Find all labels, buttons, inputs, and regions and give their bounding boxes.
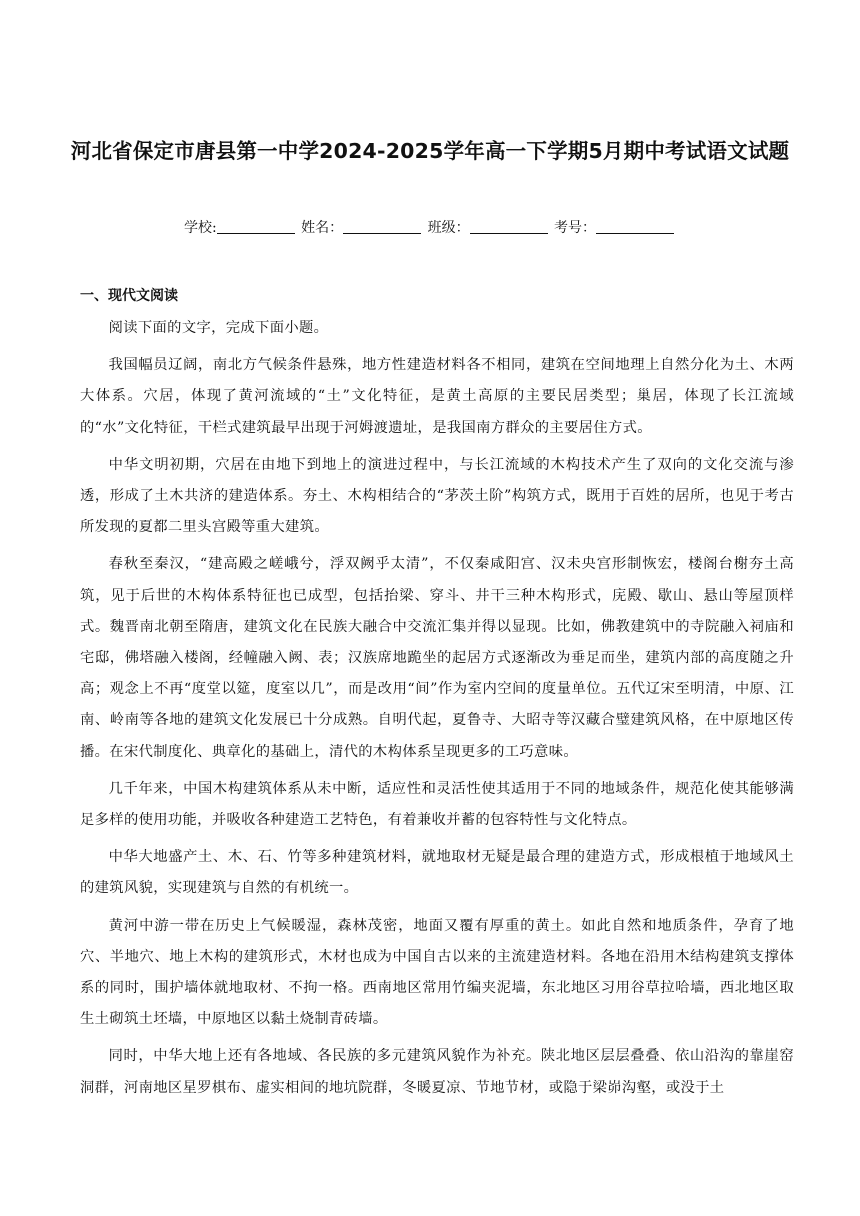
- instruction-paragraph: 阅读下面的文字，完成下面小题。: [108, 320, 329, 336]
- passage-paragraph: 中华文明初期，穴居在由地下到地上的演进过程中，与长江流域的木构技术产生了双向的文化交流与渗透，形成了土木共济的建造体系。夯土、木构相结合的“茅茨土阶”构筑方式，既用于百姓的居所，也见于考古所发现的夏都二里头宫殿等重大建筑。: [80, 456, 794, 536]
- school-label: 学校:: [183, 220, 217, 236]
- class-blank[interactable]: [470, 219, 548, 234]
- passage-paragraph: 春秋至秦汉，“建高殿之嵯峨兮，浮双阙乎太清”，不仅秦咸阳宫、汉未央宫形制恢宏，楼阁台榭夯土高筑，见于后世的木构体系特征也已成型，包括抬梁、穿斗、井干三种木构形式，庑殿、歇山、悬山等屋顶样式。魏晋南北朝至隋唐，建筑文化在民族大融合中交流汇集并得以显现。比如，佛教建筑中的寺院融入祠庙和宅邸，佛塔融入楼阁，经幢融入阙、表；汉族席地跪坐的起居方式逐渐改为垂足而坐，建筑内部的高度随之升高；观念上不再“度堂以筵，度室以几”，而是改用“间”作为室内空间的度量单位。五代辽宋至明清，中原、江南、岭南等各地的建筑文化发展已十分成熟。自明代起，夏鲁寺、大昭寺等汉藏合璧建筑风格，在中原地区传播。在宋代制度化、典章化的基础上，清代的木构体系呈现更多的工巧意味。: [80, 556, 794, 760]
- document-title: 河北省保定市唐县第一中学2024-2025学年高一下学期5月期中考试语文试题: [70, 139, 790, 163]
- exam-number-label: 考号：: [554, 220, 597, 236]
- class-label: 班级：: [427, 220, 470, 236]
- passage-paragraph: 黄河中游一带在历史上气候暖湿，森林茂密，地面又覆有厚重的黄土。如此自然和地质条件，孕育了地穴、半地穴、地上木构的建筑形式，木材也成为中国自古以来的主流建造材料。各地在沿用木结构建筑支撑体系的同时，围护墙体就地取材、不拘一格。西南地区常用竹编夹泥墙，东北地区习用谷草拉哈墙，西北地区取生土砌筑土坯墙，中原地区以黏土烧制青砖墙。: [80, 917, 794, 1028]
- passage-paragraph: 同时，中华大地上还有各地域、各民族的多元建筑风貌作为补充。陕北地区层层叠叠、依山沿沟的靠崖窑洞群，河南地区星罗棋布、虚实相间的地坑院群，冬暖夏凉、节地节材，或隐于梁峁沟壑，或没于土: [80, 1048, 794, 1096]
- school-blank[interactable]: [217, 219, 295, 234]
- passage-paragraph: 几千年来，中国木构建筑体系从未中断，适应性和灵活性使其适用于不同的地域条件，规范化使其能够满足多样的使用功能，并吸收各种建造工艺特色，有着兼收并蓄的包容特性与文化特点。: [80, 780, 794, 829]
- reading-passage: [80, 313, 794, 1110]
- name-blank[interactable]: [343, 219, 421, 234]
- passage-paragraph: 我国幅员辽阔，南北方气候条件悬殊，地方性建造材料各不相同，建筑在空间地理上自然分化为土、木两大体系。穴居，体现了黄河流域的“土”文化特征，是黄土高原的主要民居类型；巢居，体现了长江流域的“水”文化特征，干栏式建筑最早出现于河姆渡遗址，是我国南方群众的主要居住方式。: [80, 357, 794, 436]
- name-label: 姓名：: [301, 220, 344, 236]
- section-heading: 一、现代文阅读: [80, 288, 178, 304]
- exam-number-blank[interactable]: [596, 219, 674, 234]
- student-info-line: [70, 218, 790, 238]
- passage-paragraph: 中华大地盛产土、木、石、竹等多种建筑材料，就地取材无疑是最合理的建造方式，形成根植于地域风土的建筑风貌，实现建筑与自然的有机统一。: [80, 849, 794, 897]
